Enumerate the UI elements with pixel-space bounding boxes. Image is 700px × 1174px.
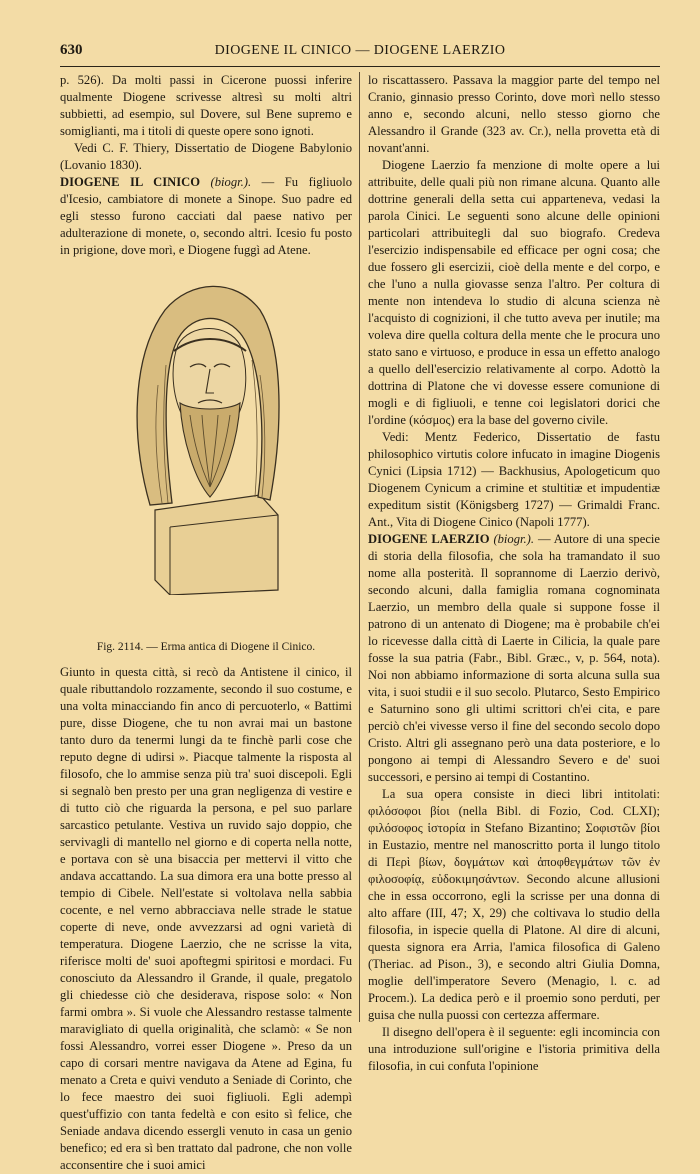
figure-herm-diogenes [60, 259, 352, 664]
entry-diogene-laerzio [368, 531, 660, 786]
paragraph: lo riscattassero. Passava la maggior parte del tempo nel Cranio, ginnasio presso Corinto, dove morì nello stesso anno e, secondo alcuni, nello stesso giorno che Alessandro il Grande (323 av. Cr.), nella provetta età di novant'anni. [368, 73, 660, 155]
paragraph: Vedi: Mentz Federico, Dissertatio de fastu philosophico virtutis colore infucato in imagine Diogenis Cynici (Lipsia 1712) — Backhusius, Apologeticum quo Diogenem Cynicum a crimine et stultitiæ et impudentiæ expeditum sistit (Königsberg 1727) — Grimaldi Franc. Ant., Vita di Diogene Cinico (Napoli 1777). [368, 430, 660, 529]
paragraph: p. 526). Da molti passi in Cicerone puossi inferire qualmente Diogene scrivesse altresì su molti altri subbietti, ad esempio, sul Dovere, sul Bene supremo e somiglianti, ma i titoli di queste opere sono ignoti. [60, 73, 352, 138]
page-number: 630 [60, 42, 83, 58]
paragraph: La sua opera consiste in dieci libri intitolati: φιλόσοφοι βίοι (nella Bibl. di Fozio, Cod. CLXI); φιλόσοφος ἱστορία in Stefano Bizantino; Σοφιστῶν βίοι in Eustazio, mentre nel manoscritto porta il lungo titolo di Περὶ βίων, δογμάτων καὶ ἀποφθεγμάτων τῶν ἐν φιλοσοφίᾳ, εὐδοκιμησάντων. Secondo alcune allusioni che in essa occorrono, egli la scrisse per una donna di alto affare (III, 47; X, 29) che coltivava lo studio della filosofia, in ispecie quella di Platone. Al dire di alcuni, questa signora era Arria, l'amica filosofica di Galeno (Theriac. ad Pison., 3), e secondo altri Giulia Domna, moglie dell'imperatore Severo (Menagio, l. c. ad Procem.). La dedica però e il proemio sono perduti, per guisa che nulla puossi con certezza affermare. [368, 787, 660, 1022]
column-divider [359, 72, 360, 1022]
entry-diogene-il-cinico [60, 174, 352, 259]
paragraph: Il disegno dell'opera è il seguente: egli incomincia con una introduzione sull'origine e l'istoria primitiva della filosofia, in cui confuta l'opinione [368, 1025, 660, 1073]
running-title: DIOGENE IL CINICO — DIOGENE LAERZIO [214, 43, 506, 58]
right-column [368, 72, 660, 1075]
entry-text: — Fu figliuolo d'Icesio, cambiatore di monete a Sinope. Suo padre ed egli stesso furono cacciati dal paese nativo per adulterazione di monete, o, secondo altri. Icesio fu posto in prigione, dove morì, e Diogene fuggì ad Atene. [60, 175, 352, 257]
paragraph: Diogene Laerzio fa menzione di molte opere a lui attribuite, delle quali più non rimane alcuna. Quanto alle dottrine generali della setta cui apparteneva, vedasi la parola Cinici. Le seguenti sono alcune delle opinioni particolari attribuitegli dal suo biografo. Credeva l'esercizio indispensabile ed efficace per ogni cosa; che due fossero gli esercizii, cioè della mente e del corpo, e che l'uno a nulla giovasse senza l'altro. Per coltura di mente non intendeva lo studio di alcuna scienza nè l'acquisto di cognizioni, il che tutto aveva per inutile; ma voleva dire quella coltura della mente che le procura uno stato sano e virtuoso, e produce in essa un effetto analogo a quello dell'esercizio relativamente al corpo. Adottò la dottrina di Platone che vi dovesse essere comunione di mogli e di figliuoli, e tenne coi legislatori dorici che l'ordine (κόσμος) era la base del governo civile. [368, 158, 660, 427]
entry-headword: DIOGENE LAERZIO [368, 532, 490, 546]
entry-tag: (biogr.). [210, 175, 252, 189]
entry-text: — Autore di una specie di storia della filosofia, che sola ha tramandato il suo nome alla posterità. Il soprannome di Laerzio derivò, secondo alcuni, dalla famiglia romana cognominata Laerzio, un membro della quale si suppone fosse il patrono di un antenato di Diogene; ma è probabile ch'ei lo ricevesse dalla città di Laerte in Cilicia, la quale pare fosse la sua patria (Fabr., Bibl. Græc., v, p. 564, nota). Noi non abbiamo informazione di sorta alcuna sulla sua vita, i suoi studii e il suo secolo. Plutarco, Sesto Empirico e Saturnino sono gli ultimi scrittori ch'ei cita, e pare perciò ch'ei vivesse verso il fine del secondo secolo dopo Cristo. Altri gli assegnano però una data posteriore, e lo pongono ai tempi di Alessandro Severo e de' suoi successori, e persino ai tempi di Costantino. [368, 532, 660, 784]
paragraph: Vedi C. F. Thiery, Dissertatio de Diogene Babylonio (Lovanio 1830). [60, 141, 352, 172]
left-column [60, 72, 352, 1174]
figure-caption: Fig. 2114. — Erma antica di Diogene il Cinico. [96, 641, 316, 653]
herm-bust-illustration [110, 265, 300, 595]
entry-headword: DIOGENE IL CINICO [60, 175, 201, 189]
paragraph: Giunto in questa città, si recò da Antistene il cinico, il quale ributtandolo rozzamente, secondo il suo costume, e una volta minacciando fin anco di percuoterlo, « Battimi pure, disse Diogene, che tu non avrai mai un bastone tanto duro da tenermi lungi da te finchè parli cose che reputo degne di udirsi ». Piacque talmente la risposta al filosofo, che lo ammise senza più tra' suoi discepoli. Egli si segnalò ben presto per una gran negligenza di vestire e di tutto ciò che riguarda la persona, e pel suo parlare sarcastico petulante. Vestiva un ruvido sajo doppio, che servivagli di mantello nel giorno e di coperta nella notte, e portava con sè una bisaccia per mettervi il vitto che andava accattando. La sua dimora era una botte presso al tempio di Cibele. Nell'estate si voltolava nella sabbia cocente, e nel verno abbracciava nelle strade le statue coperte di neve, onde avvezzarsi ad ogni varietà di temperatura. Diogene Laerzio, che ne scrisse la vita, riferisce molti de' suoi apoftegmi spiritosi e mordaci. Fu conosciuto da Alessandro il Grande, il quale, pregatolo gli chiedesse ciò che desiderava, rispose solo: « Non farmi ombra ». Si vuole che Alessandro restasse talmente maravigliato di quella originalità, che sclamò: « Se non fossi Alessandro, vorrei esser Diogene ». Preso da un capo di corsari mentre navigava da Atene ad Egina, fu menato a Creta e quivi venduto a Seniade di Corinto, che lo fece maestro dei suoi figliuoli. Egli adempì quest'uffizio con tanta fedeltà e con esito sì felice, che Seniade andava dicendo essergli venuto in casa un genio benefico; ed era sì ben trattato dal padrone, che non volle acconsentire che i suoi amici [60, 665, 352, 1172]
page-header [60, 40, 660, 67]
entry-tag: (biogr.). [493, 532, 535, 546]
